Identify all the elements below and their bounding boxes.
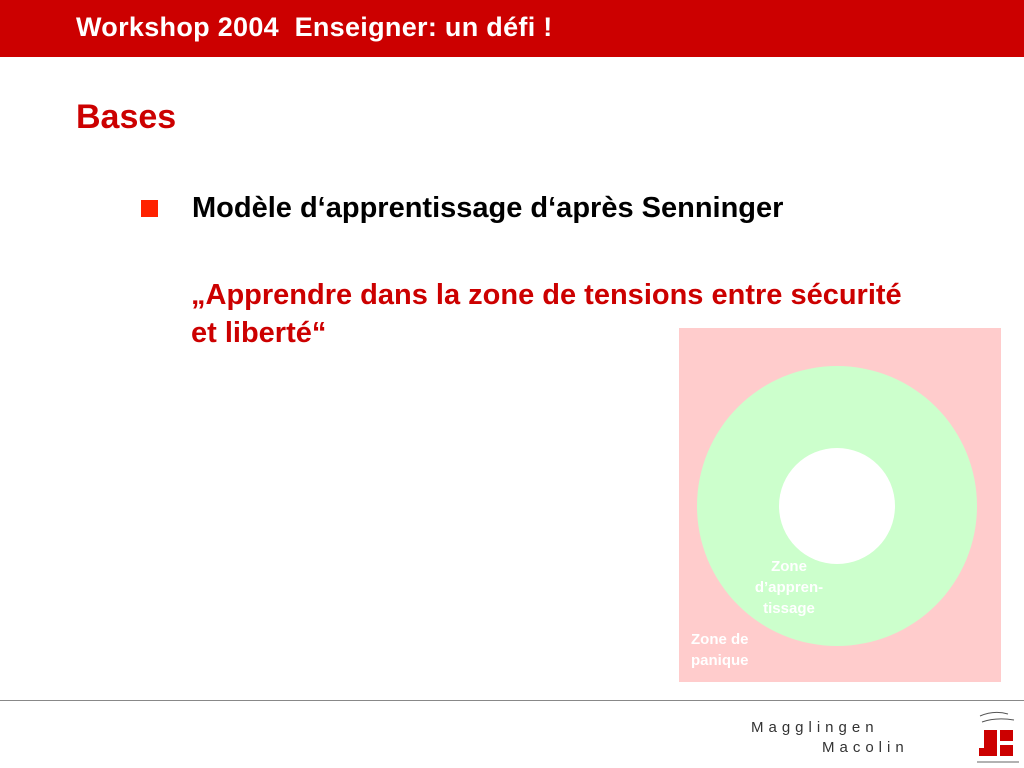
learning-label-line1: Zone	[771, 558, 807, 575]
panic-zone-label	[691, 629, 749, 671]
learning-label-line2: d’appren-	[754, 579, 824, 596]
learning-label-line3: tissage	[763, 600, 815, 617]
panic-label-line2: panique	[691, 652, 749, 669]
comfort-label-line2: de confort	[797, 509, 877, 526]
footer-magglingen: Magglingen	[751, 719, 879, 736]
footer-macolin: Macolin	[822, 739, 909, 756]
square-bullet-icon	[141, 200, 158, 217]
js-logo-icon	[974, 708, 1022, 766]
learning-zone-label	[731, 556, 847, 619]
footer-divider	[0, 700, 1024, 701]
comfort-zone-diagram	[679, 328, 1001, 682]
panic-label-line1: Zone de	[691, 631, 749, 648]
comfort-label-line1: Zone	[817, 488, 857, 505]
quote-text: „Apprendre dans la zone de tensions entre sécurité et liberté“	[191, 279, 902, 349]
comfort-zone-label	[779, 486, 895, 528]
section-title: Bases	[76, 98, 177, 136]
header-title: Workshop 2004 Enseigner: un défi !	[76, 12, 553, 42]
bullet-text: Modèle d‘apprentissage d‘après Senninger	[192, 192, 784, 224]
header-bar	[0, 0, 1024, 57]
